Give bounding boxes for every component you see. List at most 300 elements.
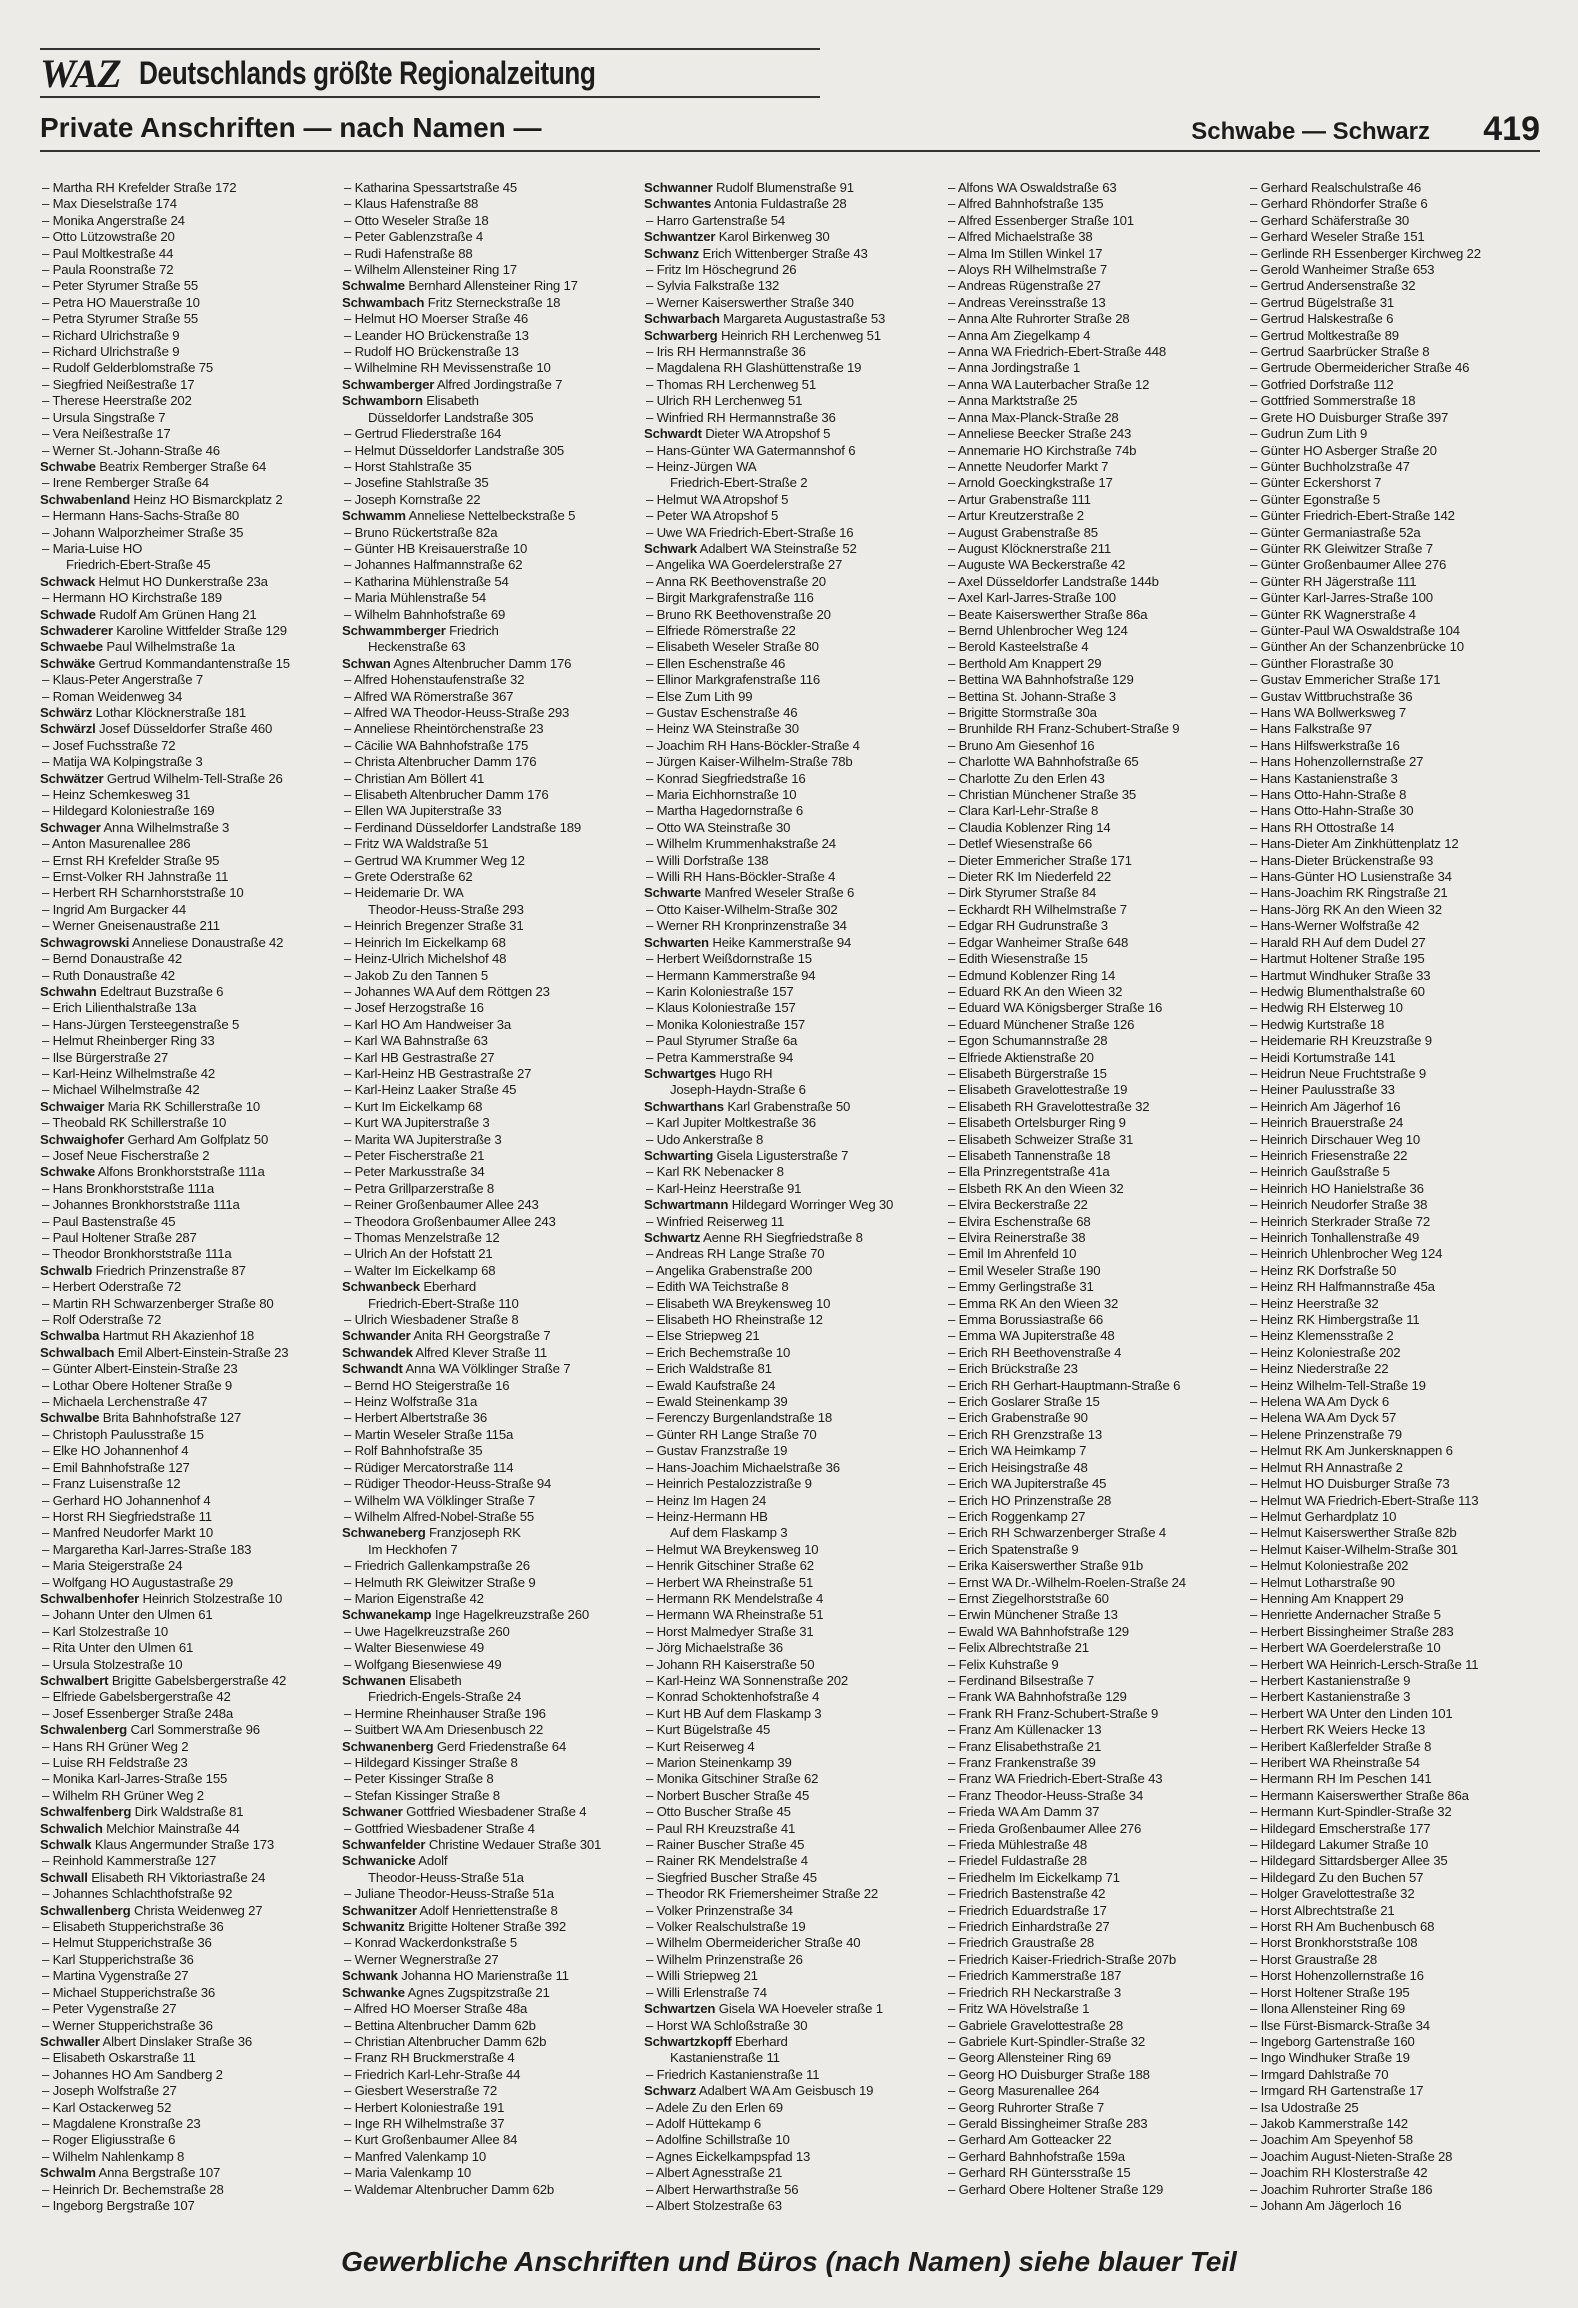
list-item: – Paul Bastenstraße 45 [42, 1213, 176, 1229]
entry-details: Eberhard [735, 2033, 788, 2049]
surname-entry [40, 2165, 332, 2181]
list-item: – Grete HO Duisburger Straße 397 [1250, 409, 1449, 425]
surname-entry [644, 246, 936, 262]
list-item: – Frieda WA Am Damm 37 [948, 1804, 1100, 1820]
list-item: – Fritz WA Waldstraße 51 [344, 836, 489, 852]
list-item: – Heinz Wilhelm-Tell-Straße 19 [1250, 1377, 1426, 1393]
list-item: – Anna Max-Planck-Straße 28 [948, 409, 1119, 425]
surname-entry [644, 2083, 936, 2099]
entry-details: Christine Wedauer Straße 301 [428, 1837, 602, 1853]
list-item: – Karl WA Bahnstraße 63 [344, 1033, 488, 1049]
list-item: – Elisabeth HO Rheinstraße 12 [646, 1312, 823, 1328]
surname: Schwake [40, 1164, 96, 1180]
list-item: – Alfred WA Römerstraße 367 [344, 688, 514, 704]
surname-entry [342, 393, 634, 409]
list-item: – Karl HO Am Handweiser 3a [344, 1016, 512, 1032]
entry-details: Elisabeth [409, 1672, 462, 1688]
list-item: – Elke HO Johannenhof 4 [42, 1443, 189, 1459]
list-item: – Karl Stupperichstraße 36 [42, 1951, 194, 1967]
list-item: – Artur Kreutzerstraße 2 [948, 508, 1084, 524]
list-item: – Willi Dorfstraße 138 [646, 852, 769, 868]
surname-entry [40, 1410, 332, 1426]
surname: Schwärz [40, 705, 93, 720]
list-item: – Bettina WA Bahnhofstraße 129 [948, 672, 1134, 688]
surname: Schwärzl [40, 721, 96, 737]
list-item: – Heinrich Im Eickelkamp 68 [344, 934, 506, 950]
list-item: – Hans Hohenzollernstraße 27 [1250, 754, 1424, 770]
list-item: – Heinrich Bregenzer Straße 31 [344, 918, 524, 934]
surname: Schwaebe [40, 639, 103, 655]
surname: Schwamborn [342, 393, 423, 409]
list-item: – Heribert WA Rheinstraße 54 [1250, 1755, 1420, 1770]
list-item: – Gustav Eschenstraße 46 [646, 705, 798, 720]
list-item: – Grete Oderstraße 62 [344, 869, 473, 885]
list-item: – Peter Gablenzstraße 4 [344, 229, 484, 245]
list-item: – Monika Gitschiner Straße 62 [646, 1771, 819, 1787]
list-item: – Gustav Franzstraße 19 [646, 1443, 788, 1459]
list-item: – Herbert WA Heinrich-Lersch-Straße 11 [1250, 1656, 1479, 1672]
entry-details: Emil Albert-Einstein-Straße 23 [117, 1344, 289, 1360]
list-item: – Werner Gneisenaustraße 211 [42, 918, 220, 934]
surname: Schwantzer [644, 229, 716, 245]
list-item: – Helmut RK Am Junkersknappen 6 [1250, 1443, 1453, 1459]
list-item: – Heinrich HO Hanielstraße 36 [1250, 1180, 1424, 1196]
list-item: – Gerhard Rhöndorfer Straße 6 [1250, 196, 1428, 212]
list-item: – Johannes Halfmannstraße 62 [344, 557, 523, 573]
list-item: – Gerald Bissingheimer Straße 283 [948, 2115, 1148, 2131]
entry-details: Anna WA Völklinger Straße 7 [405, 1361, 571, 1377]
surname-entry [40, 1903, 332, 1919]
list-item: – Kurt Großenbaumer Allee 84 [344, 2132, 518, 2148]
list-item: – Gerhard Realschulstraße 46 [1250, 180, 1422, 195]
address-continuation: Düsseldorfer Landstraße 305 [368, 409, 534, 425]
list-item: – Paul Holtener Straße 287 [42, 1230, 197, 1245]
list-item: – Auguste WA Beckerstraße 42 [948, 557, 1126, 573]
list-item: – Werner St.-Johann-Straße 46 [42, 442, 220, 458]
entry-details: Manfred Weseler Straße 6 [704, 885, 855, 901]
surname: Schwabe [40, 458, 96, 474]
list-item: – Emma RK An den Wieen 32 [948, 1295, 1119, 1311]
surname: Schwahn [40, 983, 97, 999]
entry-details: Karoline Wittfelder Straße 129 [116, 622, 287, 638]
entry-details: Gertrud Wilhelm-Tell-Straße 26 [106, 770, 283, 786]
list-item: – Petra Grillparzerstraße 8 [344, 1180, 494, 1196]
list-item: – Gertrude Obermeidericher Straße 46 [1250, 360, 1470, 376]
entry-details: Aenne RH Siegfriedstraße 8 [703, 1230, 863, 1245]
entry-details: Anneliese Nettelbeckstraße 5 [408, 508, 576, 524]
surname-entry [40, 492, 332, 508]
list-item: – Hedwig RH Elsterweg 10 [1250, 1000, 1403, 1016]
surname: Schwarberg [644, 327, 718, 343]
list-item: – Erich Bechemstraße 10 [646, 1344, 791, 1360]
surname: Schwalba [40, 1328, 100, 1344]
list-item: – Christian Am Böllert 41 [344, 770, 485, 786]
list-item: – Max Dieselstraße 174 [42, 196, 177, 212]
list-item: – Gerhard Obere Holtener Straße 129 [948, 2181, 1164, 2197]
list-item: – Else Zum Lith 99 [646, 688, 753, 704]
surname-entry [342, 1804, 634, 1820]
list-item: – Josef Fuchsstraße 72 [42, 737, 176, 753]
list-item: – Bettina Altenbrucher Damm 62b [344, 2017, 536, 2033]
list-item: – Marita WA Jupiterstraße 3 [344, 1131, 502, 1147]
surname: Schwandek [342, 1344, 413, 1360]
list-item: – Reinhold Kammerstraße 127 [42, 1853, 217, 1869]
entry-details: Anita RH Georgstraße 7 [413, 1328, 551, 1344]
list-item: – Joachim RH Klosterstraße 42 [1250, 2165, 1428, 2181]
list-item: – Friedrich Einhardstraße 27 [948, 1919, 1110, 1935]
list-item: – Heinrich Dirschauer Weg 10 [1250, 1131, 1421, 1147]
list-item: – Maria Eichhornstraße 10 [646, 787, 797, 803]
surname-entry [40, 820, 332, 836]
list-item: – Jakob Zu den Tannen 5 [344, 967, 488, 983]
surname: Schwaller [40, 2033, 100, 2049]
surname: Schwanenberg [342, 1738, 434, 1754]
list-item: – Günter Buchholzstraße 47 [1250, 458, 1410, 474]
entry-details: Brigitte Holtener Straße 392 [408, 1919, 567, 1935]
list-item: – Edith Wiesenstraße 15 [948, 951, 1088, 967]
list-item: – Reiner Großenbaumer Allee 243 [344, 1197, 539, 1213]
list-item: – Hans-Werner Wolfstraße 42 [1250, 918, 1420, 934]
list-item: – Henning Am Knappert 29 [1250, 1590, 1404, 1606]
surname-entry [644, 196, 936, 212]
list-item: – Hans WA Bollwerksweg 7 [1250, 705, 1406, 720]
list-item: – Elisabeth Weseler Straße 80 [646, 639, 819, 655]
list-item: – Günter RH Jägerstraße 111 [1250, 573, 1417, 589]
surname: Schwalk [40, 1837, 92, 1853]
surname: Schwandt [342, 1361, 403, 1377]
surname-entry [40, 2034, 332, 2050]
surname-entry [40, 771, 332, 787]
list-item: – Elisabeth WA Breykensweg 10 [646, 1295, 831, 1311]
list-item: – Andreas RH Lange Straße 70 [646, 1246, 825, 1262]
list-item: – Friedhelm Im Eickelkamp 71 [948, 1869, 1120, 1885]
list-item: – Magdalene Kronstraße 23 [42, 2115, 201, 2131]
list-item: – Manfred Neudorfer Markt 10 [42, 1525, 214, 1541]
entry-details: Eberhard [423, 1279, 477, 1295]
list-item: – Ellen WA Jupiterstraße 33 [344, 803, 502, 819]
list-item: – Erich RH Schwarzenberger Straße 4 [948, 1525, 1167, 1541]
surname-entry [644, 1148, 936, 1164]
list-item: – Frank RH Franz-Schubert-Straße 9 [948, 1705, 1159, 1721]
list-item: – Wolfgang HO Augustastraße 29 [42, 1574, 233, 1590]
list-item: – Maria Valenkamp 10 [344, 2165, 471, 2181]
list-item: – Emil Weseler Straße 190 [948, 1262, 1101, 1278]
surname: Schwanen [342, 1672, 406, 1688]
list-item: – Heinz RK Himbergstraße 11 [1250, 1312, 1420, 1328]
list-item: – Andreas Vereinsstraße 13 [948, 294, 1106, 310]
list-item: – Hedwig Blumenthalstraße 60 [1250, 983, 1425, 999]
list-item: – Uwe WA Friedrich-Ebert-Straße 16 [646, 524, 854, 540]
list-item: – Joseph Kornstraße 22 [344, 491, 481, 507]
entry-details: Lothar Klöcknerstraße 181 [95, 705, 246, 720]
list-item: – Erich RH Grenzstraße 13 [948, 1426, 1103, 1442]
surname: Schwan [342, 655, 391, 671]
list-item: – Herbert Albertstraße 36 [344, 1410, 488, 1426]
surname: Schwanz [644, 245, 700, 261]
list-item: – Paul Moltkestraße 44 [42, 245, 174, 261]
list-item: – Alma Im Stillen Winkel 17 [948, 245, 1103, 261]
address-continuation: Friedrich-Ebert-Straße 45 [66, 557, 211, 573]
list-item: – Ernst RH Krefelder Straße 95 [42, 852, 220, 868]
list-item: – Heinrich Friesenstraße 22 [1250, 1147, 1408, 1163]
list-item: – Hans Bronkhorststraße 111a [42, 1180, 215, 1196]
list-item: – Heinz Heerstraße 32 [1250, 1295, 1379, 1311]
entry-details: Melchior Mainstraße 44 [106, 1820, 240, 1836]
list-item: – Martin Weseler Straße 115a [344, 1426, 514, 1442]
list-item: – Georg Allensteiner Ring 69 [948, 2050, 1112, 2066]
list-item: – Ursula Stolzestraße 10 [42, 1656, 183, 1672]
list-item: – Suitbert WA Am Driesenbusch 22 [344, 1722, 544, 1738]
entry-details: Maria RK Schillerstraße 10 [107, 1098, 261, 1114]
entry-details: Gerd Friedenstraße 64 [436, 1738, 567, 1754]
list-item: – Felix Kuhstraße 9 [948, 1656, 1059, 1672]
list-item: – Christian Altenbrucher Damm 62b [344, 2033, 547, 2049]
list-item: – Martina Vygenstraße 27 [42, 1968, 189, 1984]
list-item: – Hartmut Windhuker Straße 33 [1250, 967, 1431, 983]
list-item: – Elisabeth Ortelsburger Ring 9 [948, 1115, 1126, 1131]
surname-entry [40, 1837, 332, 1853]
list-item: – Christian Münchener Straße 35 [948, 787, 1137, 803]
list-item: – Gabriele Kurt-Spindler-Straße 32 [948, 2033, 1145, 2049]
list-item: – Maria-Luise HO [42, 540, 143, 556]
list-item: – Ferenczy Burgenlandstraße 18 [646, 1410, 833, 1426]
surname: Schwaiger [40, 1098, 105, 1114]
list-item: – Gabriele Gravelottestraße 28 [948, 2017, 1124, 2033]
entry-details: Heinrich Stolzestraße 10 [142, 1590, 283, 1606]
list-item: – Erich RH Gerhart-Hauptmann-Straße 6 [948, 1377, 1181, 1393]
list-item: – Ferdinand Bilsestraße 7 [948, 1672, 1094, 1688]
list-item: – Wilhelm Prinzenstraße 26 [646, 1951, 803, 1967]
surname-entry [342, 656, 634, 672]
list-item: – Ingeborg Gartenstraße 160 [1250, 2033, 1415, 2049]
entry-details: Adalbert WA Steinstraße 52 [699, 540, 857, 556]
surname: Schwamm [342, 508, 406, 524]
surname-entry [342, 1607, 634, 1623]
list-item: – Herbert WA Unter den Linden 101 [1250, 1705, 1453, 1721]
list-item: – Karl RK Nebenacker 8 [646, 1164, 784, 1180]
list-item: – Ernst Ziegelhorststraße 60 [948, 1590, 1109, 1606]
list-item: – Karl Stolzestraße 10 [42, 1623, 169, 1639]
list-item: – Erich Grabenstraße 90 [948, 1410, 1088, 1426]
list-item: – Wilhelm Bahnhofstraße 69 [344, 606, 506, 622]
list-item: – Artur Grabenstraße 111 [948, 491, 1091, 507]
list-item: – Gertrud Bügelstraße 31 [1250, 294, 1395, 310]
list-item: – Karl-Heinz HB Gestrastraße 27 [344, 1065, 532, 1081]
entry-details: Rudolf Am Grünen Hang 21 [99, 606, 257, 622]
list-item: – Günter Eckershorst 7 [1250, 475, 1382, 491]
list-item: – Karl-Heinz Heerstraße 91 [646, 1180, 802, 1196]
list-item: – Winfried Reiserweg 11 [646, 1213, 785, 1229]
list-item: – Edith WA Teichstraße 8 [646, 1279, 789, 1295]
list-item: – Helmut WA Friedrich-Ebert-Straße 113 [1250, 1492, 1479, 1508]
entry-details: Fritz Sterneckstraße 18 [427, 294, 561, 310]
list-item: – Joachim August-Nieten-Straße 28 [1250, 2148, 1453, 2164]
directory-column [40, 180, 332, 2230]
list-item: – Alfred Hohenstaufenstraße 32 [344, 672, 525, 688]
list-item: – Sylvia Falkstraße 132 [646, 278, 780, 294]
entry-details: Gisela WA Hoeveler straße 1 [718, 2001, 883, 2017]
list-item: – Günter HB Kreisauerstraße 10 [344, 540, 528, 556]
list-item: – Holger Gravelottestraße 32 [1250, 1886, 1415, 1902]
surname-entry [40, 1345, 332, 1361]
list-item: – Heinz-Hermann HB [646, 1508, 768, 1524]
list-item: – Wilhelm Obermeidericher Straße 40 [646, 1935, 861, 1951]
list-item: – Hildegard Sittardsberger Allee 35 [1250, 1853, 1448, 1869]
surname-entry [40, 705, 332, 721]
surname-entry [342, 377, 634, 393]
list-item: – Elisabeth Oskarstraße 11 [42, 2050, 196, 2066]
list-item: – Annette Neudorfer Markt 7 [948, 458, 1109, 474]
list-item: – Günter RH Lange Straße 70 [646, 1426, 817, 1442]
list-item: – Klaus Koloniestraße 157 [646, 1000, 796, 1016]
list-item: – Roger Eligiusstraße 6 [42, 2132, 176, 2148]
list-item: – Horst Bronkhorststraße 108 [1250, 1935, 1418, 1951]
list-item: – Elisabeth Schweizer Straße 31 [948, 1131, 1134, 1147]
list-item: – Maria Mühlenstraße 54 [344, 590, 486, 606]
directory-columns [40, 180, 1540, 2230]
list-item: – Hermann RH Im Peschen 141 [1250, 1771, 1432, 1787]
list-item: – Albert Stolzestraße 63 [646, 2197, 782, 2213]
name-range: Schwabe — Schwarz [1191, 118, 1430, 145]
entry-details: Gerhard Am Golfplatz 50 [127, 1131, 269, 1147]
entry-details: Edeltraut Buzstraße 6 [99, 983, 224, 999]
surname-entry [40, 1821, 332, 1837]
list-item: – Thomas RH Lerchenweg 51 [646, 376, 816, 392]
surname-entry [40, 607, 332, 623]
list-item: – Anna Marktstraße 25 [948, 393, 1078, 409]
list-item: – Franz RH Bruckmerstraße 4 [344, 2050, 515, 2066]
list-item: – Gerold Wanheimer Straße 653 [1250, 262, 1435, 278]
list-item: – Alfons WA Oswaldstraße 63 [948, 180, 1117, 195]
list-item: – Udo Ankerstraße 8 [646, 1131, 764, 1147]
entry-details: Johanna HO Marienstraße 11 [401, 1968, 569, 1984]
surname: Schwalfenberg [40, 1804, 132, 1820]
list-item: – Friedrich Bastenstraße 42 [948, 1886, 1106, 1902]
list-item: – Ingeborg Bergstraße 107 [42, 2197, 195, 2213]
list-item: – Herbert WA Goerdelerstraße 10 [1250, 1640, 1441, 1656]
list-item: – Franz Frankenstraße 39 [948, 1755, 1096, 1770]
list-item: – Arnold Goeckingkstraße 17 [948, 475, 1113, 491]
surname: Schwantes [644, 196, 712, 212]
list-item: – Heribert Kaßlerfelder Straße 8 [1250, 1738, 1432, 1754]
list-item: – Berold Kasteelstraße 4 [948, 639, 1089, 655]
list-item: – Heinrich Sterkrader Straße 72 [1250, 1213, 1430, 1229]
list-item: – Hans Hilfswerkstraße 16 [1250, 737, 1400, 753]
list-item: – Hildegard Kissinger Straße 8 [344, 1755, 518, 1770]
surname: Schwarte [644, 885, 702, 901]
list-item: – Gottfried Sommerstraße 18 [1250, 393, 1416, 409]
list-item: – Therese Heerstraße 202 [42, 393, 192, 409]
list-item: – Erich Spatenstraße 9 [948, 1541, 1079, 1557]
list-item: – Helena WA Am Dyck 57 [1250, 1410, 1397, 1426]
list-item: – Luise RH Feldstraße 23 [42, 1755, 188, 1770]
list-item: – Ernst-Volker RH Jahnstraße 11 [42, 869, 229, 885]
list-item: – Karl-Heinz Laaker Straße 45 [344, 1082, 517, 1098]
surname-entry [644, 426, 936, 442]
list-item: – Emmy Gerlingstraße 31 [948, 1279, 1094, 1295]
list-item: – Giesbert Weserstraße 72 [344, 2083, 498, 2099]
list-item: – Werner Kaiserswerther Straße 340 [646, 294, 854, 310]
entry-details: Agnes Zugspitzstraße 21 [407, 1984, 550, 2000]
list-item: – Joseph Wolfstraße 27 [42, 2083, 177, 2099]
list-item: – Johannes Bronkhorststraße 111a [42, 1197, 240, 1213]
surname: Schwack [40, 573, 96, 589]
list-item: – Edmund Koblenzer Ring 14 [948, 967, 1116, 983]
list-item: – Thomas Menzelstraße 12 [344, 1230, 500, 1245]
list-item: – Alfred Essenberger Straße 101 [948, 212, 1134, 228]
list-item: – Horst Hohenzollernstraße 16 [1250, 1968, 1424, 1984]
list-item: – Helmut Gerhardplatz 10 [1250, 1508, 1397, 1524]
list-item: – Werner RH Kronprinzenstraße 34 [646, 918, 847, 934]
entry-details: Inge Hagelkreuzstraße 260 [434, 1607, 589, 1623]
list-item: – Heinrich Am Jägerhof 16 [1250, 1098, 1401, 1114]
surname: Schwander [342, 1328, 411, 1344]
list-item: – Herbert Koloniestraße 191 [344, 2099, 505, 2115]
list-item: – Irmgard Dahlstraße 70 [1250, 2066, 1389, 2082]
address-continuation: Friedrich-Engels-Straße 24 [368, 1689, 522, 1705]
surname: Schwanitz [342, 1919, 405, 1935]
list-item: – Gottfried Wiesbadener Straße 4 [344, 1820, 535, 1836]
list-item: – Ferdinand Düsseldorfer Landstraße 189 [344, 819, 582, 835]
list-item: – Jörg Michaelstraße 36 [646, 1640, 783, 1656]
surname-entry [40, 1870, 332, 1886]
list-item: – Rudi Hafenstraße 88 [344, 245, 473, 261]
address-continuation: Joseph-Haydn-Straße 6 [670, 1082, 806, 1098]
list-item: – Elvira Reinerstraße 38 [948, 1230, 1086, 1245]
entry-details: Klaus Angermunder Straße 173 [94, 1837, 274, 1853]
list-item: – Hans Kastanienstraße 3 [1250, 770, 1398, 786]
list-item: – Angelika WA Goerdelerstraße 27 [646, 557, 843, 573]
list-item: – Eduard RK An den Wieen 32 [948, 983, 1123, 999]
directory-column [342, 180, 634, 2230]
list-item: – Günter RK Wagnerstraße 4 [1250, 606, 1416, 622]
list-item: – Heinz-Ulrich Michelshof 48 [344, 951, 507, 967]
list-item: – Alfred HO Moerser Straße 48a [344, 2001, 528, 2017]
list-item: – Willi Striepweg 21 [646, 1968, 758, 1984]
entry-details: Friedrich Prinzenstraße 87 [95, 1262, 246, 1278]
list-item: – Gerhard Schäferstraße 30 [1250, 212, 1409, 228]
list-item: – Paula Roonstraße 72 [42, 262, 174, 278]
list-item: – Gudrun Zum Lith 9 [1250, 426, 1368, 442]
surname: Schwall [40, 1869, 88, 1885]
list-item: – Horst Albrechtstraße 21 [1250, 1902, 1395, 1918]
list-item: – Winfried RH Hermannstraße 36 [646, 409, 836, 425]
surname: Schwaderer [40, 622, 113, 638]
list-item: – Dieter Emmericher Straße 171 [948, 852, 1132, 868]
list-item: – Günter Albert-Einstein-Straße 23 [42, 1361, 238, 1377]
list-item: – Herbert RK Weiers Hecke 13 [1250, 1722, 1426, 1738]
surname-entry [40, 656, 332, 672]
list-item: – Josefine Stahlstraße 35 [344, 475, 489, 491]
entry-details: Alfons Bronkhorststraße 111a [97, 1164, 265, 1180]
list-item: – Rolf Bahnhofstraße 35 [344, 1443, 483, 1459]
list-item: – Günther An der Schanzenbrücke 10 [1250, 639, 1464, 655]
list-item: – Gustav Wittbruchstraße 36 [1250, 688, 1413, 704]
list-item: – Ewald Steinenkamp 39 [646, 1394, 788, 1410]
list-item: – Ulrich RH Lerchenweg 51 [646, 393, 803, 409]
surname: Schwalenberg [40, 1722, 128, 1738]
entry-details: Paul Wilhelmstraße 1a [106, 639, 235, 655]
list-item: – Anna Am Ziegelkamp 4 [948, 327, 1091, 343]
list-item: – Günter Großenbaumer Allee 276 [1250, 557, 1447, 573]
list-item: – Erich Brückstraße 23 [948, 1361, 1078, 1377]
entry-details: Anna Bergstraße 107 [98, 2165, 221, 2181]
list-item: – Felix Albrechtstraße 21 [948, 1640, 1089, 1656]
list-item: – Matija WA Kolpingstraße 3 [42, 754, 203, 770]
list-item: – Heinz RK Dorfstraße 50 [1250, 1262, 1397, 1278]
address-continuation: Auf dem Flaskamp 3 [670, 1525, 788, 1541]
list-item: – Ulrich An der Hofstatt 21 [344, 1246, 493, 1262]
